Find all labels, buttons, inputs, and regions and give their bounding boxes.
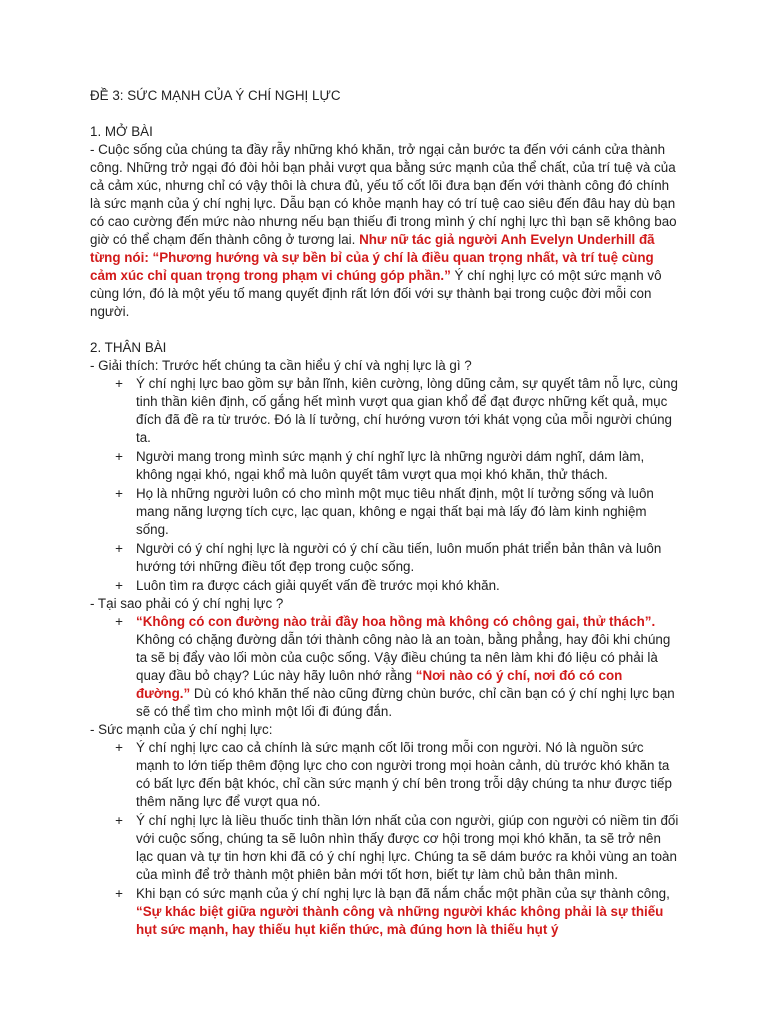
bullet-plus: + [115, 740, 123, 755]
bullet-plus: + [115, 578, 123, 593]
list-item-text: Ý chí nghị lực cao cả chính là sức mạnh cốt lõi trong mỗi con người. Nó là nguồn sức mạnh to lớn tiếp thêm động lực cho con người trong mọi hoàn cảnh, dù trước khó khăn ta có bất lực đến bật khóc, chỉ cần sức mạnh ý chí bên trong trỗi dậy chúng ta như được tiếp thêm năng lực để vượt qua nó. [136, 740, 672, 809]
quote-khac-biet: “Sự khác biệt giữa người thành công và những người khác không phải là sự thiếu hụt sức mạnh, hay thiếu hụt kiến thức, mà đúng hơn là thiếu hụt ý [136, 904, 664, 937]
section-heading-than-bai: 2. THÂN BÀI [90, 340, 167, 355]
list-item-text: Người có ý chí nghị lực là người có ý chí cầu tiến, luôn muốn phát triển bản thân và luôn hướng tới những điều tốt đẹp trong cuộc sống. [136, 541, 662, 574]
bullet-plus: + [115, 449, 123, 464]
list-item [115, 739, 680, 811]
mo-bai-text: - Cuộc sống của chúng ta đầy rẫy những khó khăn, trở ngại cản bước ta đến với cánh cửa thành công. Những trở ngại đó đòi hỏi bạn phải vượt qua bằng sức mạnh của thể chất, của trí tuệ và của cả cảm xúc, nhưng chỉ có vậy thôi là chưa đủ, yếu tố cốt lõi đưa bạn đến với thành công đó chính là sức mạnh của ý chí nghị lực. Dẫu bạn có khỏe mạnh hay có trí tuệ cao siêu đến đâu hay dù bạn có cao cường đến mức nào nhưng nếu bạn thiếu đi trong mình ý chí nghị lực thì bạn sẽ không bao giờ có thể chạm đến thành công ở tương lai. [90, 142, 677, 247]
quote-y-chi-con-duong: “Nơi nào có ý chí, nơi đó có con đường.” [136, 668, 623, 701]
list-item [115, 577, 680, 595]
giai-thich-list [90, 375, 680, 595]
suc-manh-list [90, 739, 680, 939]
list-item-text: Người mang trong mình sức mạnh ý chí nghĩ lực là những người dám nghĩ, dám làm, không ngại khó, ngại khổ mà luôn quyết tâm vượt qua mọi khó khăn, thử thách. [136, 449, 645, 482]
bullet-plus: + [115, 376, 123, 391]
list-item-text: Ý chí nghị lực là liều thuốc tinh thần lớn nhất của con người, giúp con người có niềm tin đối với cuộc sống, chúng ta sẽ luôn nhìn thấy được cơ hội trong mọi khó khăn, ta sẽ trở nên lạc quan và tự tin hơn khi đã có ý chí nghị lực. Chúng ta sẽ dám bước ra khỏi vùng an toàn của mình để trở thành một phiên bản mới tốt hơn, biết tự làm chủ bản thân mình. [136, 813, 679, 882]
list-item-text: Dù có khó khăn thế nào cũng đừng chùn bước, chỉ cần bạn có ý chí nghị lực bạn sẽ có thể tìm cho mình một lối đi đúng đắn. [136, 686, 675, 719]
list-item [115, 375, 680, 447]
tai-sao-list [90, 613, 680, 721]
suc-manh-label: - Sức mạnh của ý chí nghị lực: [90, 722, 273, 737]
list-item [115, 885, 680, 939]
bullet-plus: + [115, 486, 123, 501]
quote-underhill: Như nữ tác giả người Anh Evelyn Underhill đã từng nói: “Phương hướng và sự bền bỉ của ý chí là điều quan trọng nhất, và trí tuệ cùng cảm xúc chỉ quan trọng trong phạm vi chúng góp phần.” [90, 232, 655, 283]
bullet-plus: + [115, 541, 123, 556]
bullet-plus: + [115, 886, 123, 901]
list-item-text: Không có chặng đường dẫn tới thành công nào là an toàn, bằng phẳng, hay đôi khi chúng ta sẽ bị đẩy vào lối mòn của cuộc sống. Vậy điều chúng ta nên làm khi đó liệu có phải là quay đầu bỏ chạy? Lúc này hãy luôn nhớ rằng [136, 632, 671, 683]
quote-hoa-hong: “Không có con đường nào trải đầy hoa hồng mà không có chông gai, thử thách”. [136, 614, 656, 629]
spacer [90, 105, 680, 123]
giai-thich-label: - Giải thích: Trước hết chúng ta cần hiểu ý chí và nghị lực là gì ? [90, 358, 472, 373]
list-item-text: Luôn tìm ra được cách giải quyết vấn đề trước mọi khó khăn. [136, 578, 500, 593]
list-item [115, 812, 680, 884]
spacer [90, 321, 680, 339]
mo-bai-text-end: Ý chí nghị lực có một sức mạnh vô cùng lớn, đó là một yếu tố mang quyết định rất lớn đối với sự thành bại trong cuộc đời mỗi con người. [90, 268, 662, 319]
list-item [115, 485, 680, 539]
list-item [115, 613, 680, 721]
list-item-text: Họ là những người luôn có cho mình một mục tiêu nhất định, một lí tưởng sống và luôn mang năng lượng tích cực, lạc quan, không e ngại thất bại mà lấy đó làm kinh nghiệm sống. [136, 486, 654, 537]
bullet-plus: + [115, 813, 123, 828]
list-item [115, 540, 680, 576]
list-item [115, 448, 680, 484]
bullet-plus: + [115, 614, 123, 629]
mo-bai-paragraph [90, 141, 680, 321]
section-heading-mo-bai: 1. MỞ BÀI [90, 124, 153, 139]
list-item-text: Ý chí nghị lực bao gồm sự bản lĩnh, kiên cường, lòng dũng cảm, sự quyết tâm nỗ lực, cùng tinh thần kiên định, cố gắng hết mình vượt qua gian khổ để đạt được những kết quả, mục đích đã đề ra từ trước. Đó là lí tưởng, chí hướng vươn tới khát vọng của mỗi người chúng ta. [136, 376, 678, 445]
tai-sao-label: - Tại sao phải có ý chí nghị lực ? [90, 596, 284, 611]
list-item-text: Khi bạn có sức mạnh của ý chí nghị lực là bạn đã nắm chắc một phần của sự thành công, [136, 886, 670, 901]
document-body [90, 87, 680, 939]
page-title: ĐỀ 3: SỨC MẠNH CỦA Ý CHÍ NGHỊ LỰC [90, 88, 341, 103]
